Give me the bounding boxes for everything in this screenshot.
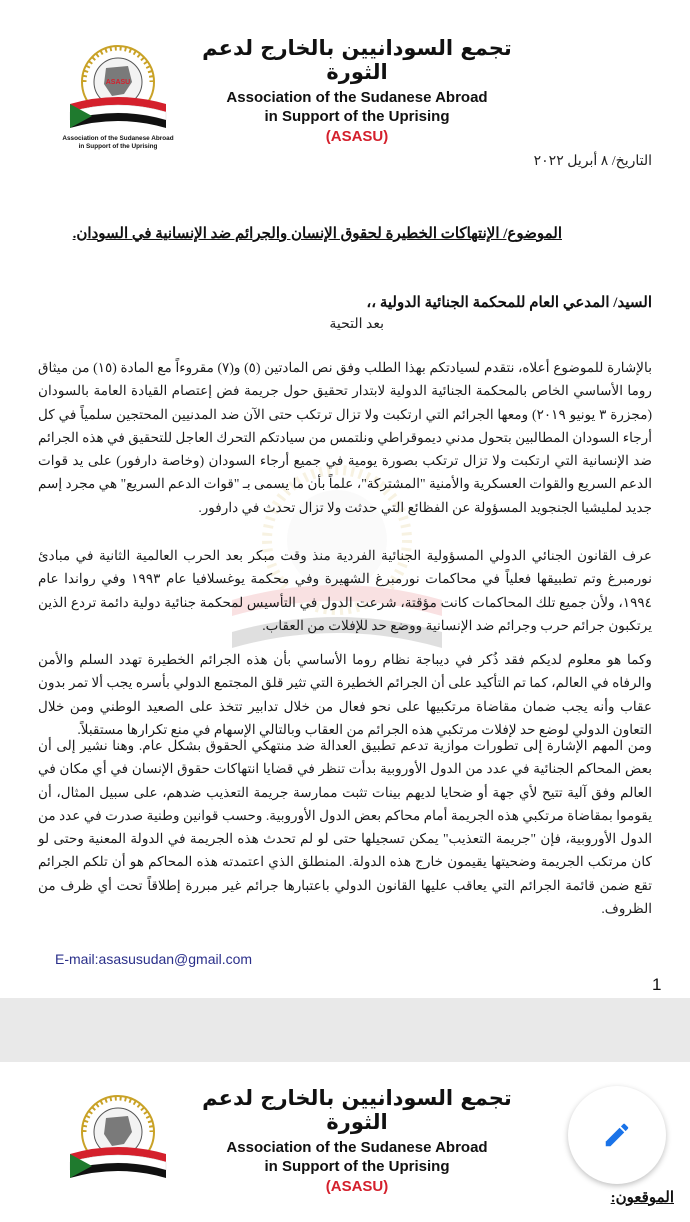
organization-logo-page-2 [58, 1080, 178, 1205]
greeting: بعد التحية [329, 317, 384, 332]
organization-abbreviation: (ASASU) [325, 128, 389, 145]
organization-name-en-line2-page-2: in Support of the Uprising [264, 1158, 450, 1175]
page-number: 1 [652, 975, 662, 994]
paragraph-2: عرف القانون الجنائي الدولي المسؤولية الجنائية الفردية منذ وقت مبكر بعد الحرب العالمية الثانية في مبادئ نورمبرغ وتم تطبيقها فعلياً في محاكمات نورمبرغ الشهيرة وفي محكمة يوغسلافيا عام ١٩٩٣ وفي رواندا عام ١٩٩٤، ولأن جميع تلك المحاكمات كانت مؤقتة، شرعت الدول في التأسيس لمحكمة جنائية دولية دائمة تردع الذين يرتكبون جرائم حرب وجرائم ضد الإنسانية ووضع حد للإفلات من العقاب. [38, 548, 652, 633]
logo-caption-line2: in Support of the Uprising [78, 143, 158, 150]
contact-email: E-mail:asasusudan@gmail.com [55, 951, 253, 967]
letterhead [50, 30, 650, 160]
paragraph-1: بالإشارة للموضوع أعلاه، نتقدم لسيادتكم بهذا الطلب وفق نص المادتين (٥) و(٧) مقروءاً مع المادة (١٥) من ميثاق روما الأساسي الخاص بالمحكمة الجنائية الدولية لابتدار تحقيق حول جريمة فض إعتصام القيادة العامة بالسودان (مجزرة ٣ يونيو ٢٠١٩) ومعها الجرائم التي ارتكبت ولا تزال ترتكب حتى الآن ضد المدنيين المحتجين سلمياً في كل أرجاء السودان المطالبين بتحول مدني ديموقراطي ونلتمس من سيادتكم التحرك العاجل للتحقيق في هذه الجرائم ضد الإنسانية التي ارتكبت ولا تزال ترتكب بصورة يومية في جميع أرجاء السودان (وخاصة دارفور) على يد قوات الدعم السريع والقوات العسكرية والأمنية "المشتركة"، علماً بأن ما يسمى بـ "قوات الدعم السريع" هي مجرد إسم جديد لمليشيا الجنجويد المسؤولة عن الفظائع التي حدثت ولا تزال تحدث في دارفور. [38, 360, 652, 515]
organization-name-ar-page-2: تجمع السودانيين بالخارج لدعم الثورة [202, 1086, 512, 1134]
letterhead-text [192, 36, 522, 145]
organization-logo [58, 30, 178, 155]
letterhead-text-page-2 [192, 1086, 522, 1195]
organization-name-en-line1-page-2: Association of the Sudanese Abroad [226, 1139, 488, 1156]
paragraph-4: ومن المهم الإشارة إلى تطورات موازية تدعم تطبيق العدالة ضد منتهكي الحقوق بشكل عام. وهنا نشير إلى أن بعض المحاكم الجنائية في عدد من الدول الأوروبية بدأت تنظر في قضايا انتهاكات حقوق الإنسان في أي مكان في العالم وفق آلية تتيح لأي جهة أو ضحايا لديهم بينات تثبت ممارسة جريمة التعذيب ضدهم، على سبيل المثال، أن يقوموا بمقاضاة مرتكبي هذه الجريمة أمام محاكم بعض الدول الأوروبية. وحسب قوانين وطنية صدرت في عدد من الدول الأوروبية، فإن "جريمة التعذيب" يمكن تسجيلها حتى لو لم تحدث هذه الجريمة في الدولة المعنية وحتى لو كان مرتكب الجريمة وضحيتها يقيمون خارج هذه الدولة. المنطلق الذي اعتمدته هذه المحاكم هو أن تلكم الجرائم تقع ضمن قائمة الجرائم التي يعاقب عليها القانون الدولي باعتبارها جرائم غير مبررة إطلاقاً تحت أي ظرف من الظروف. [38, 738, 652, 917]
document-date: التاريخ/ ٨ أبريل ٢٠٢٢ [533, 154, 652, 169]
logo-caption-line1: Association of the Sudanese Abroad [62, 135, 174, 142]
pencil-icon [602, 1119, 632, 1151]
logo-badge: ASASU [105, 79, 131, 86]
document-subject: الموضوع/ الإنتهاكات الخطيرة لحقوق الإنسان والجرائم ضد الإنسانية في السودان. [72, 226, 562, 242]
edit-fab-button[interactable] [568, 1086, 666, 1184]
addressee: السيد/ المدعي العام للمحكمة الجنائية الدولية ،، [366, 295, 652, 311]
paragraph-3: وكما هو معلوم لديكم فقد ذُكر في ديباجة نظام روما الأساسي بأن هذه الجرائم الخطيرة تهدد السلم والأمن والرفاه في العالم، كما تم التأكيد على أن الجرائم الخطيرة التي تثير قلق المجتمع الدولي بأسره يجب ألا تمر بدون عقاب وأنه يجب ضمان مقاضاة مرتكبيها على نحو فعال من خلال تدابير تتخذ على الصعيد الوطني ومن خلال التعاون الدولي لوضع حد لإفلات مرتكبي هذه الجرائم من العقاب وبالتالي الإسهام في منع تكرارها مستقبلاً. [38, 652, 652, 737]
organization-name-ar: تجمع السودانيين بالخارج لدعم الثورة [202, 36, 512, 84]
letterhead-page-2 [50, 1080, 650, 1210]
organization-name-en-line2: in Support of the Uprising [264, 108, 450, 125]
organization-name-en-line1: Association of the Sudanese Abroad [226, 89, 488, 106]
organization-abbreviation-page-2: (ASASU) [325, 1178, 389, 1195]
signatories-heading: الموقعون: [610, 1190, 674, 1206]
